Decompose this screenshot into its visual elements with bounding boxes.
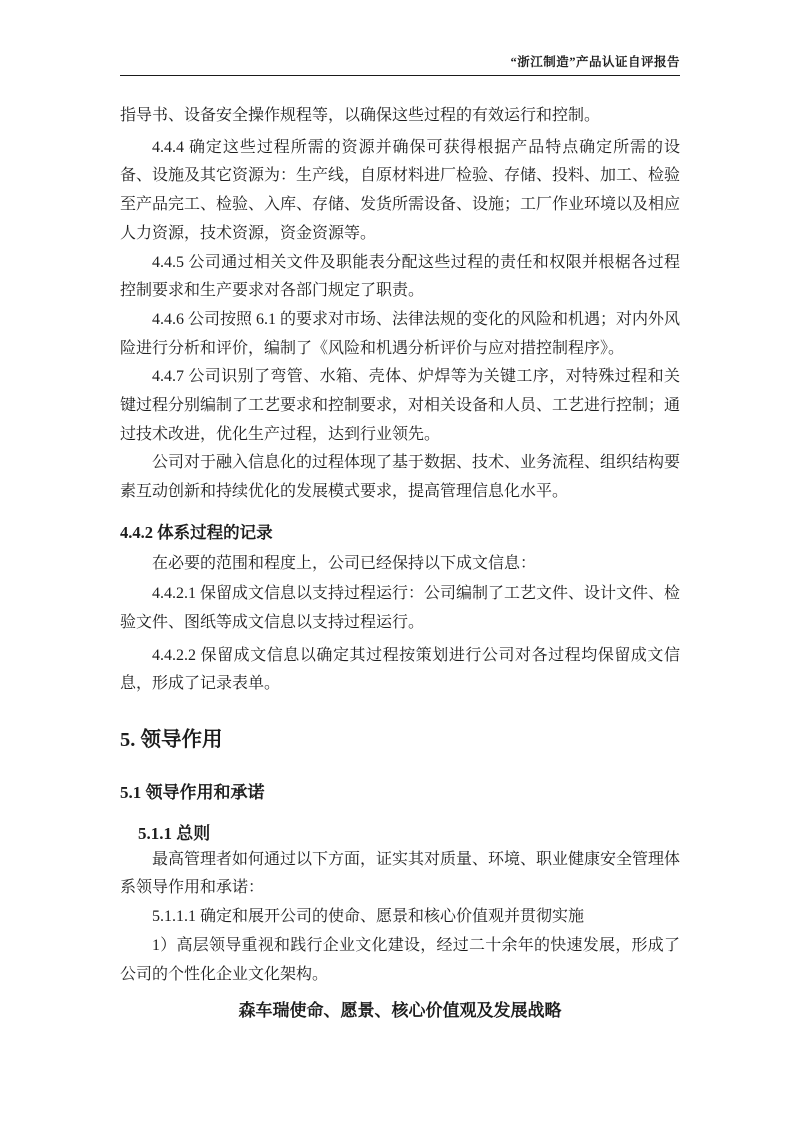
heading-5-1: 5.1 领导作用和承诺 — [120, 783, 265, 803]
paragraph-continuation: 指导书、设备安全操作规程等，以确保这些过程的有效运行和控制。 — [120, 107, 601, 124]
paragraph-4-4-6: 4.4.6 公司按照 6.1 的要求对市场、法律法规的变化的风险和机遇；对内外风险进行分析和评价，编制了《风险和机遇分析评价与应对措控制程序》。 — [120, 310, 681, 357]
paragraph-4-4-4: 4.4.4 确定这些过程所需的资源并确保可获得根据产品特点确定所需的设备、设施及其它资源为：生产线，自原材料进厂检验、存储、投料、加工、检验至产品完工、检验、入库、存储、发货所需设备、设施；工厂作业环境以及相应人力资源，技术资源，资金资源等。 — [120, 138, 681, 242]
paragraph-4-4-2-2: 4.4.2.2 保留成文信息以确定其过程按策划进行公司对各过程均保留成文信息，形成了记录表单。 — [120, 646, 680, 693]
heading-5-1-1: 5.1.1 总则 — [138, 823, 211, 843]
paragraph-scope: 在必要的范围和程度上，公司已经保持以下成文信息： — [152, 554, 537, 572]
page-header — [120, 54, 680, 76]
heading-4-4-2: 4.4.2 体系过程的记录 — [120, 522, 273, 542]
paragraph-4-4-2-1: 4.4.2.1 保留成文信息以支持过程运行：公司编制了工艺文件、设计文件、检验文件、图纸等成文信息以支持过程运行。 — [120, 585, 681, 631]
paragraph-4-4-7: 4.4.7 公司识别了弯管、水箱、壳体、炉焊等为关键工序，对特殊过程和关键过程分别编制了工艺要求和控制要求，对相关设备和人员、工艺进行控制；通过技术改进，优化生产过程，达到行业领先。 — [120, 368, 681, 443]
paragraph-culture: 1）高层领导重视和践行企业文化建设，经过二十余年的快速发展，形成了公司的个性化企业文化架构。 — [120, 936, 680, 983]
paragraph-top-management: 最高管理者如何通过以下方面，证实其对质量、环境、职业健康安全管理体系领导作用和承诺： — [120, 850, 681, 897]
document-body — [120, 102, 680, 1026]
paragraph-5-1-1-1: 5.1.1.1 确定和展开公司的使命、愿景和核心价值观并贯彻实施 — [152, 908, 585, 926]
paragraph-4-4-5: 4.4.5 公司通过相关文件及职能表分配这些过程的责任和权限并根椐各过程控制要求和生产要求对各部门规定了职责。 — [120, 253, 680, 300]
paragraph-informatization: 公司对于融入信息化的过程体现了基于数据、技术、业务流程、组织结构要素互动创新和持续优化的发展模式要求，提高管理信息化水平。 — [120, 454, 681, 501]
heading-5-leadership: 5. 领导作用 — [120, 729, 223, 752]
caption-mission-vision: 森车瑞使命、愿景、核心价值观及发展战略 — [238, 1001, 562, 1021]
page-header-title: “浙江制造”产品认证自评报告 — [510, 55, 680, 69]
